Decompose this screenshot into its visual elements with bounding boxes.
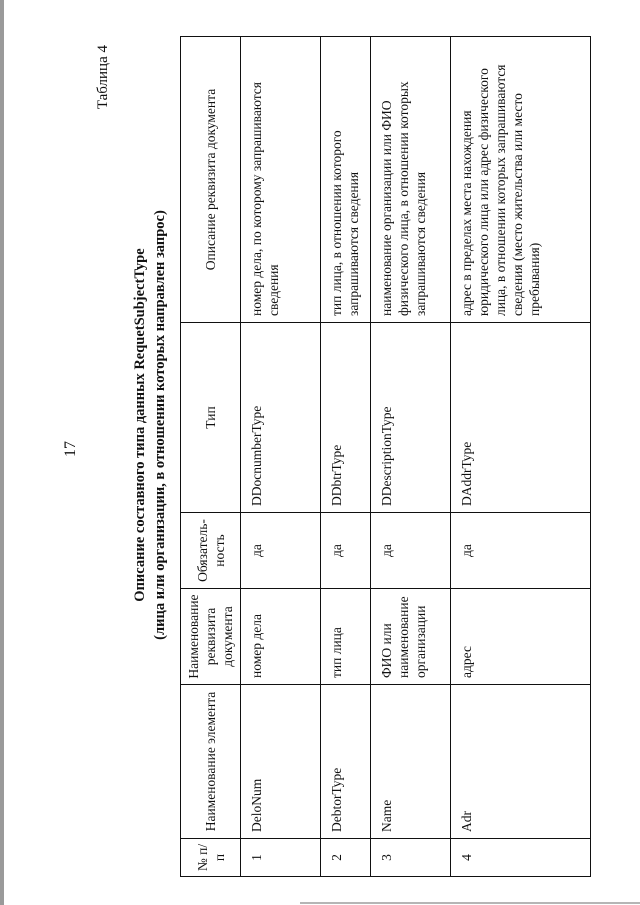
header-requisite-name: Наименование реквизита документа: [181, 589, 241, 685]
cell-requisite-name: ФИО или наименование организации: [371, 589, 451, 685]
document-title: [130, 165, 170, 685]
cell-description: номер дела, по которому запрашиваются сведения: [241, 37, 321, 323]
header-required: Обязатель-ность: [181, 513, 241, 589]
cell-requisite-name: номер дела: [241, 589, 321, 685]
cell-description: тип лица, в отношении которого запрашиваются сведения: [321, 37, 371, 323]
table-header-row: [181, 37, 241, 877]
cell-required: да: [371, 513, 451, 589]
cell-num: 1: [241, 839, 321, 877]
cell-type: DAddrType: [451, 323, 591, 513]
cell-element-name: Name: [371, 685, 451, 839]
cell-type: DDbtrType: [321, 323, 371, 513]
cell-element-name: DebtorType: [321, 685, 371, 839]
cell-requisite-name: адрес: [451, 589, 591, 685]
cell-num: 4: [451, 839, 591, 877]
cell-required: да: [451, 513, 591, 589]
header-type: Тип: [181, 323, 241, 513]
header-description: Описание реквизита документа: [181, 37, 241, 323]
cell-type: DDescriptionType: [371, 323, 451, 513]
title-line-2: (лица или организации, в отношении которых направлен запрос): [152, 210, 168, 640]
cell-required: да: [321, 513, 371, 589]
header-num: № п/п: [181, 839, 241, 877]
cell-description: адрес в пределах места нахождения юридического лица или адрес физического лица, в отношении которых запрашиваются сведения (место жительства или место пребывания): [451, 37, 591, 323]
cell-required: да: [241, 513, 321, 589]
table-row: [321, 37, 371, 877]
cell-element-name: Adr: [451, 685, 591, 839]
table-label: Таблица 4: [95, 45, 111, 110]
cell-element-name: DeloNum: [241, 685, 321, 839]
header-element-name: Наименование элемента: [181, 685, 241, 839]
cell-num: 2: [321, 839, 371, 877]
cell-requisite-name: тип лица: [321, 589, 371, 685]
table-row: [451, 37, 591, 877]
title-line-1: Описание составного типа данных RequetSubjectType: [132, 248, 148, 602]
requisites-table: [180, 36, 591, 877]
cell-description: наименование организации или ФИО физического лица, в отношении которых запрашиваются сведения: [371, 37, 451, 323]
table-row: [241, 37, 321, 877]
table-row: [371, 37, 451, 877]
page-number: 17: [62, 441, 79, 457]
cell-num: 3: [371, 839, 451, 877]
cell-type: DDocnumberType: [241, 323, 321, 513]
